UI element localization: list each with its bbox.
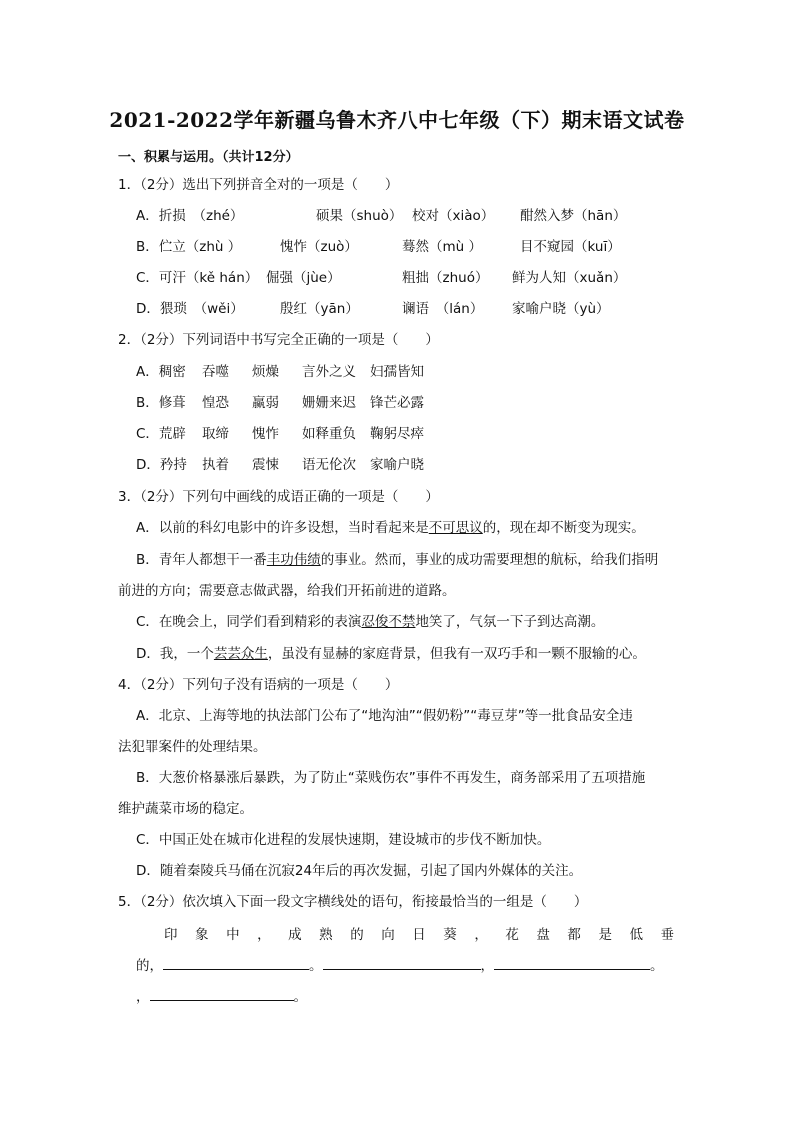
q5-char: 象 xyxy=(195,927,209,943)
q3-c-text: C．在晚会上，同学们看到精彩的表演 xyxy=(136,614,362,630)
q5-blank-4[interactable] xyxy=(150,988,294,1001)
q5-stem: 5．（2分）依次填入下面一段文字横线处的语句，衔接最恰当的一组是（ ） xyxy=(118,894,588,910)
q2-b-3: 赢弱 xyxy=(252,395,279,411)
q3-c-idiom: 忍俊不禁 xyxy=(361,614,416,630)
q5-text: 的， xyxy=(136,958,163,974)
q5-passage-line1 xyxy=(164,926,674,944)
q2-a-4: 言外之义 xyxy=(302,364,356,380)
q5-char: 印 xyxy=(164,927,178,943)
q5-blank-2[interactable] xyxy=(323,957,481,970)
q4-option-c: C．中国正处在城市化进程的发展快速期，建设城市的步伐不断加快。 xyxy=(136,832,551,848)
q3-option-c xyxy=(136,613,716,631)
q5-text: 。 xyxy=(650,958,664,974)
q4-option-d: D．随着秦陵兵马俑在沉寂24年后的再次发掘，引起了国内外媒体的关注。 xyxy=(136,863,583,879)
q1-stem: 1．（2分）选出下列拼音全对的一项是（ ） xyxy=(118,177,399,193)
q5-text: 。 xyxy=(293,989,307,1005)
q3-d-text-end: ，虽没有显赫的家庭背景，但我有一双巧手和一颗不服输的心。 xyxy=(267,646,646,662)
q5-blank-1[interactable] xyxy=(163,957,309,970)
q2-b-2: 惶恐 xyxy=(202,395,229,411)
q2-b-5: 锋芒必露 xyxy=(370,395,424,411)
q3-stem: 3．（2分）下列句中画线的成语正确的一项是（ ） xyxy=(118,489,439,505)
q3-option-d xyxy=(136,645,716,663)
q4-option-b-cont: 维护蔬菜市场的稳定。 xyxy=(118,801,253,817)
q1-c-3: 粗拙（zhuó） xyxy=(402,270,489,286)
q3-a-text-end: 的，现在却不断变为现实。 xyxy=(482,520,645,536)
q3-b-idiom: 丰功伟绩 xyxy=(266,552,321,568)
q1-a-2: 硕果（shuò） xyxy=(316,208,403,224)
q4-option-a: A．北京、上海等地的执法部门公布了“地沟油”“假奶粉”“毒豆芽”等一批食品安全违 xyxy=(136,708,633,724)
q2-a-5: 妇孺皆知 xyxy=(370,364,424,380)
q2-d-5: 家喻户晓 xyxy=(370,457,424,473)
q1-c-2: 倔强（jùe） xyxy=(266,270,341,286)
q5-char: 垂 xyxy=(660,927,674,943)
q1-d-3: 谰语 （lán） xyxy=(402,301,484,317)
q1-b-1: B．伫立（zhù ） xyxy=(136,239,242,255)
q5-text: ， xyxy=(136,989,150,1005)
q3-c-text-end: 地笑了，气氛一下子到达高潮。 xyxy=(415,614,605,630)
q4-stem: 4．（2分）下列句子没有语病的一项是（ ） xyxy=(118,677,399,693)
q5-char: 都 xyxy=(567,927,581,943)
q1-d-1: D．猥琐 （wěi） xyxy=(136,301,244,317)
q2-b-1: B．修葺 xyxy=(136,395,186,411)
q2-d-2: 执着 xyxy=(202,457,229,473)
q5-passage-line2 xyxy=(136,957,716,975)
q5-char: 葵 xyxy=(443,927,457,943)
q2-a-2: 吞噬 xyxy=(202,364,229,380)
q3-b-text: B．青年人都想干一番 xyxy=(136,552,267,568)
q5-char: 日 xyxy=(412,927,426,943)
q5-char: 是 xyxy=(598,927,612,943)
q2-c-3: 愧怍 xyxy=(252,426,279,442)
q2-b-4: 姗姗来迟 xyxy=(302,395,356,411)
q3-a-idiom: 不可思议 xyxy=(428,520,483,536)
q1-b-4: 目不窥园（kuī） xyxy=(520,239,621,255)
q5-char: 中 xyxy=(226,927,240,943)
q1-d-2: 殷红（yān） xyxy=(280,301,359,317)
q5-text: 。 xyxy=(309,958,323,974)
q3-option-b-cont: 前进的方向；需要意志做武器，给我们开拓前进的道路。 xyxy=(118,583,456,599)
q5-char: 低 xyxy=(629,927,643,943)
q3-option-a xyxy=(136,519,716,537)
q2-c-1: C．荒辟 xyxy=(136,426,186,442)
q1-a-4: 酣然入梦（hān） xyxy=(520,208,627,224)
q5-blank-3[interactable] xyxy=(494,957,650,970)
q1-b-2: 愧怍（zuò） xyxy=(280,239,358,255)
q5-char: 的 xyxy=(350,927,364,943)
q2-c-5: 鞠躬尽瘁 xyxy=(370,426,424,442)
q2-stem: 2．（2分）下列词语中书写完全正确的一项是（ ） xyxy=(118,332,439,348)
q5-char: 熟 xyxy=(319,927,333,943)
q2-d-1: D．矜持 xyxy=(136,457,187,473)
q5-passage-line3 xyxy=(136,988,716,1006)
exam-title: 2021-2022学年新疆乌鲁木齐八中七年级（下）期末语文试卷 xyxy=(109,108,685,132)
q1-a-3: 校对（xiào） xyxy=(412,208,495,224)
q3-b-text-end: 的事业。然而，事业的成功需要理想的航标，给我们指明 xyxy=(320,552,659,568)
q5-char: 成 xyxy=(288,927,302,943)
q5-text: ， xyxy=(480,958,494,974)
q2-d-4: 语无伦次 xyxy=(302,457,356,473)
q1-b-3: 蓦然（mù ） xyxy=(402,239,482,255)
q5-char: ， xyxy=(257,927,271,943)
q1-c-1: C．可汗（kě hán） xyxy=(136,270,259,286)
q2-d-3: 震悚 xyxy=(252,457,279,473)
q3-option-b xyxy=(136,551,716,569)
q5-char: 向 xyxy=(381,927,395,943)
q2-a-1: A．稠密 xyxy=(136,364,186,380)
q3-a-text: A．以前的科幻电影中的许多设想，当时看起来是 xyxy=(136,520,429,536)
q4-option-a-cont: 法犯罪案件的处理结果。 xyxy=(118,739,267,755)
q5-char: 盘 xyxy=(536,927,550,943)
q5-char: 花 xyxy=(505,927,519,943)
q3-d-text: D．我，一个 xyxy=(136,646,214,662)
q1-a-1: A．折损 （zhé） xyxy=(136,208,244,224)
q2-a-3: 烦燥 xyxy=(252,364,279,380)
q1-c-4: 鲜为人知（xuǎn） xyxy=(512,270,627,286)
q3-d-idiom: 芸芸众生 xyxy=(213,646,268,662)
q4-option-b: B．大葱价格暴涨后暴跌，为了防止“菜贱伤农”事件不再发生，商务部采用了五项措施 xyxy=(136,770,646,786)
q2-c-4: 如释重负 xyxy=(302,426,356,442)
q1-d-4: 家喻户晓（yù） xyxy=(512,301,610,317)
q2-c-2: 取缔 xyxy=(202,426,229,442)
section-heading: 一、积累与运用。（共计12分） xyxy=(118,150,299,165)
q5-char: ， xyxy=(474,927,488,943)
